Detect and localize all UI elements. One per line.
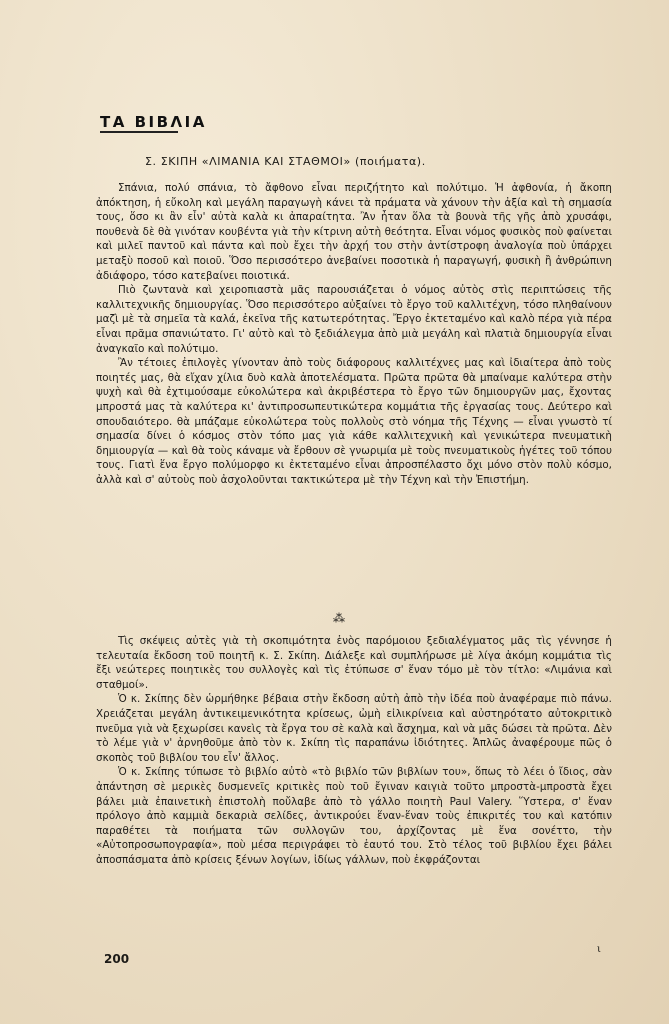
page-number: 200 bbox=[104, 952, 130, 966]
review-text-part1 bbox=[96, 181, 612, 487]
paragraph: Ἂν τέτοιες ἐπιλογὲς γίνονταν ἀπὸ τοὺς διάφορους καλλιτέχνες μας καὶ ἰδιαίτερα ἀπὸ τοὺς ποιητές μας, θὰ εἴχαν χίλια δυὸ καλὰ ἀποτελέσματα. Πρῶτα πρῶτα θὰ μπαίναμε καλύτερα στὴν ψυχὴ καὶ θὰ ἐχτιμούσαμε εὐκολώτερα καὶ ἀκριβέστερα τὸ ἔργο τῶν δημιουργῶν μας, ἔχοντας μπροστά μας τὰ καλύτερα κι' ἀντιπροσωπευτικώτερα κομμάτια τῆς ἐργασίας τους. Δεύτερο καὶ σπουδαιότερο. θὰ μπάζαμε εὐκολώτερα τοὺς πολλοὺς στὸ νόημα τῆς Τέχνης — εἶναι γνωστὸ τί σημασία δίνει ὁ κόσμος στὸν τόπο μας γιὰ κάθε καλλιτεχνικὴ καὶ γενικώτερα πνευματικὴ δημιουργία — καὶ θὰ τοὺς κάναμε νὰ ἔρθουν σὲ γνωριμία μὲ τοὺς πνευματικοὺς ἡγέτες τοῦ τόπου τους. Γιατὶ ἕνα ἔργο πολύμορφο κι ἐκτεταμένο εἶναι ἀπροσπέλαστο ὄχι μόνο στὸν πολὺ κόσμο, ἀλλὰ καὶ σ' αὐτοὺς ποὺ ἀσχολοῦνται τακτικώτερα μὲ τὴν Τέχνη καὶ τὴν Ἐπιστήμη. bbox=[96, 357, 612, 486]
paragraph: Ὁ κ. Σκίπης τύπωσε τὸ βιβλίο αὐτὸ «τὸ βιβλίο τῶν βιβλίων του», ὅπως τὸ λέει ὁ ἴδιος, σὰν ἀπάντηση σὲ μερικὲς δυσμενεῖς κριτικὲς ποὺ τοῦ ἔγιναν καιγιὰ τοῦτο μπροστὰ-μπροστὰ ἔχει βάλει μιὰ ἐπαινετικὴ ἐπιστολὴ ποὔλαβε ἀπὸ τὸ γάλλο ποιητὴ Paul Valery. Ὕστερα, σ' ἕναν πρόλογο ἀπὸ καμμιὰ δεκαριὰ σελίδες, ἀντικρούει ἕναν-ἕναν τοὺς ἐπικριτές του καὶ κατόπιν παραθέτει τὰ ποιήματα τῶν συλλογῶν του, ἀρχίζοντας μὲ ἕνα σονέττο, τὴν «Αὐτοπροσωπογραφία», ποὺ μέσα περιγράφει τὸ ἑαυτό του. Στὸ τέλος τοῦ βιβλίου ἔχει βάλει ἀποσπάσματα ἀπὸ κρίσεις ξένων λογίων, ἰδίως γάλλων, ποὺ ἐκφράζονται bbox=[96, 766, 612, 866]
review-heading: Σ. ΣΚΙΠΗ «ΛΙΜΑΝΙΑ ΚΑΙ ΣΤΑΘΜΟΙ» (ποιήματα). bbox=[145, 155, 426, 168]
section-title-underline bbox=[100, 131, 178, 133]
paragraph: Πιὸ ζωντανὰ καὶ χειροπιαστὰ μᾶς παρουσιάζεται ὁ νόμος αὐτὸς στὶς περιπτώσεις τῆς καλλιτεχνικῆς δημιουργίας. Ὅσο περισσότερο αὐξαίνει τὸ ἔργο τοῦ καλλιτέχνη, τόσο πληθαίνουν μαζὶ μὲ τὰ σημεῖα τὰ καλά, ἐκεῖνα τῆς κατωτερότητας. Ἔργο ἐκτεταμένο καὶ καλὸ πέρα γιὰ πέρα εἶναι πρᾶμα σπανιώτατο. Γι' αὐτὸ καὶ τὸ ξεδιάλεγμα ἀπὸ μιὰ μεγάλη καὶ πλατιὰ δημιουργία εἶναι ἀναγκαῖο καὶ πολύτιμο. bbox=[96, 284, 612, 355]
paragraph: Τὶς σκέψεις αὐτὲς γιὰ τὴ σκοπιμότητα ἑνὸς παρόμοιου ξεδιαλέγματος μᾶς τὶς γέννησε ἡ τελευταία ἔκδοση τοῦ ποιητῆ κ. Σ. Σκίπη. Διάλεξε καὶ συμπλήρωσε μὲ λίγα ἀκόμη κομμάτια τὶς ἔξι νεώτερες ποιητικὲς του συλλογὲς καὶ τὶς ἐτύπωσε σ' ἕναν τόμο μὲ τὸν τίτλο: «Λιμάνια καὶ σταθμοί». bbox=[96, 635, 612, 691]
paragraph: Σπάνια, πολύ σπάνια, τὸ ἄφθονο εἶναι περιζήτητο καὶ πολύτιμο. Ἡ ἀφθονία, ἡ ἄκοπη ἀπόκτηση, ἡ εὔκολη καὶ μεγάλη παραγωγὴ κάνει τὰ πράματα νὰ χάνουν τὴν ἀξία καὶ τὴ σημασία τους, ὅσο κι ἂν εἶν' αὐτὰ καλὰ κι ἀπαραίτητα. Ἂν ἦταν ὅλα τὰ βουνὰ τῆς γῆς ἀπὸ χρυσάφι, πουθενὰ δὲ θὰ γινόταν κουβέντα γιὰ τὴν κίτρινη αὐτὴ θεότητα. Εἶναι νόμος φυσικὸς ποὺ φαίνεται καὶ μιλεῖ παντοῦ καὶ πάντα καὶ ποὺ ἔχει τὴν ἀρχή του στὴν ἀντίστροφη ἀναλογία ποὺ ὑπάρχει μεταξὺ ποσοῦ καὶ ποιοῦ. Ὅσο περισσότερο ἀνεβαίνει ποσοτικὰ ἡ παραγωγή, φυσικὴ ἢ ἀνθρώπινη ἀδιάφορο, τόσο κατεβαίνει ποιοτικά. bbox=[96, 182, 612, 282]
signature-mark: ι bbox=[597, 944, 601, 955]
review-text-part2 bbox=[96, 634, 612, 868]
paragraph: Ὁ κ. Σκίπης δὲν ὡρμήθηκε βέβαια στὴν ἔκδοση αὐτὴ ἀπὸ τὴν ἰδέα ποὺ ἀναφέραμε πιὸ πάνω. Χρειάζεται μεγάλη ἀντικειμενικότητα κρίσεως, ὠμὴ εἰλικρίνεια καὶ αὐστηρότατο αὐτοκριτικὸ πνεῦμα γιὰ νὰ ξεχωρίσει κανεὶς τὰ ἔργα του σὲ καλὰ καὶ ἄσχημα, καὶ νὰ μᾶς δώσει τὰ πρῶτα. Δὲν τὸ λέμε γιὰ ν' ἀρνηθοῦμε ἀπὸ τὸν κ. Σκίπη τὶς παραπάνω ἰδιότητες. Ἁπλῶς ἀναφέρουμε πῶς ὁ σκοπὸς τοῦ βιβλίου του εἶν' ἄλλος. bbox=[96, 693, 612, 764]
section-separator: ⁂ bbox=[333, 611, 345, 625]
section-title: ΤΑ ΒΙΒΛΙΑ bbox=[100, 113, 207, 131]
